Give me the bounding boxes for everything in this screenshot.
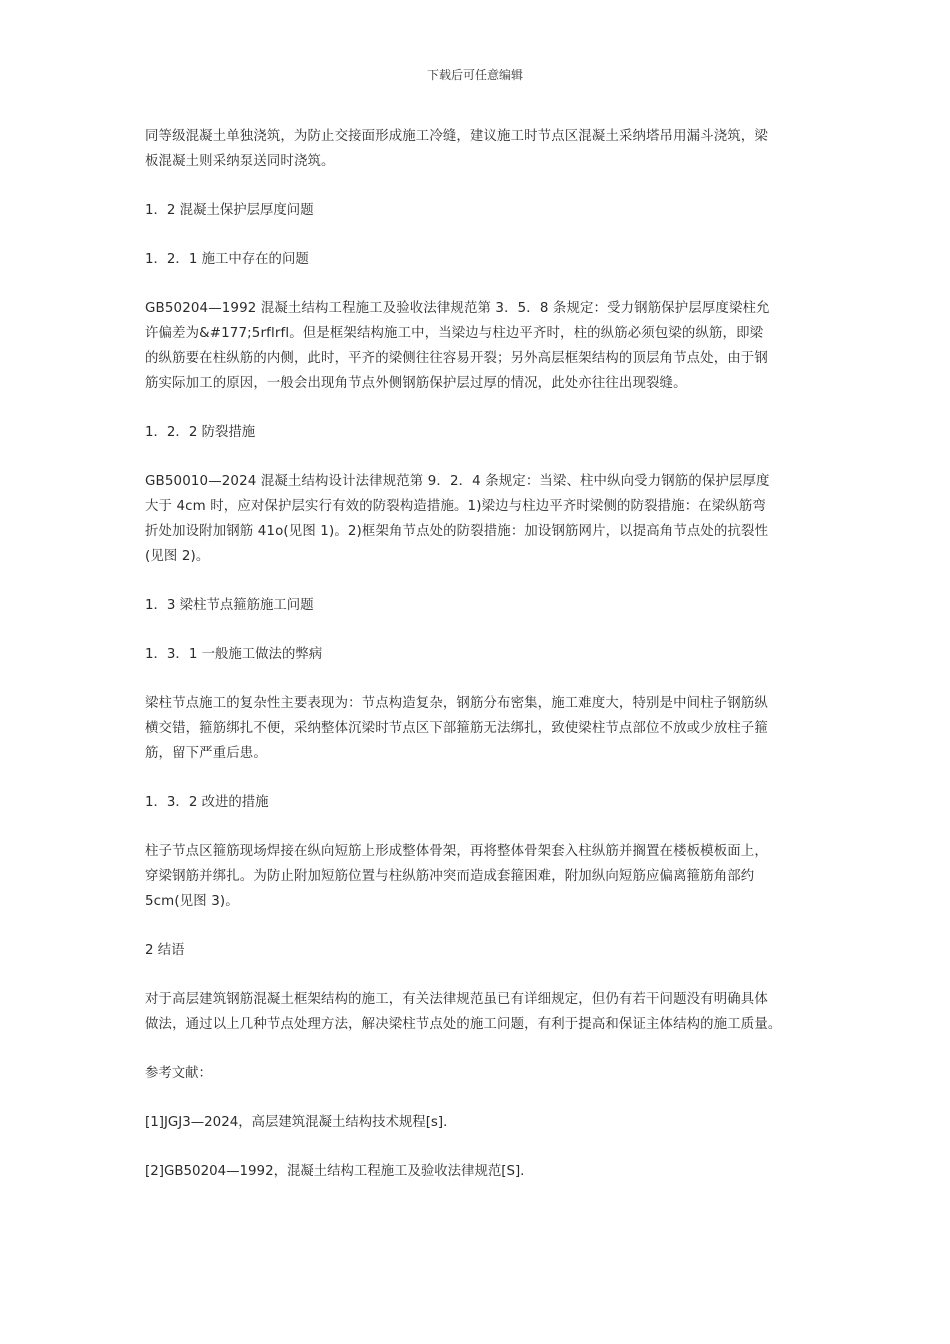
references-heading: 参考文献： [145, 1066, 212, 1081]
text-line: 柱子节点区箍筋现场焊接在纵向短筋上形成整体骨架，再将整体骨架套入柱纵筋并搁置在楼板模板面上， [145, 844, 768, 859]
document-body [145, 124, 825, 1208]
section-heading-1-2-1: 1．2．1 施工中存在的问题 [145, 252, 309, 267]
text-line: 筋，留下严重后患。 [145, 746, 267, 761]
section-heading-1-3-2: 1．3．2 改进的措施 [145, 795, 269, 810]
text-line: (见图 2)。 [145, 549, 210, 564]
paragraph-joint-complexity [145, 691, 825, 766]
page-header: 下载后可任意编辑 [426, 68, 523, 82]
paragraph-conclusion [145, 987, 825, 1037]
text-line: 对于高层建筑钢筋混凝土框架结构的施工，有关法律规范虽已有详细规定，但仍有若干问题没有明确具体 [145, 992, 768, 1007]
section-heading-1-3-1: 1．3．1 一般施工做法的弊病 [145, 647, 323, 662]
text-line: 折处加设附加钢筋 41o(见图 1)。2)框架角节点处的防裂措施：加设钢筋网片，以提高角节点处的抗裂性 [145, 524, 769, 539]
text-line: 的纵筋要在柱纵筋的内侧，此时，平齐的梁侧往往容易开裂；另外高层框架结构的顶层角节点处，由于钢 [145, 351, 768, 366]
paragraph-improvement-measures [145, 839, 825, 914]
text-line: 做法，通过以上几种节点处理方法，解决梁柱节点处的施工问题，有利于提高和保证主体结构的施工质量。 [145, 1017, 782, 1032]
reference-item-2: [2]GB50204—1992，混凝土结构工程施工及验收法律规范[S]. [145, 1164, 525, 1179]
text-line: 横交错，箍筋绑扎不便，采纳整体沉梁时节点区下部箍筋无法绑扎，致使梁柱节点部位不放或少放柱子箍 [145, 721, 768, 736]
section-heading-1-3: 1．3 梁柱节点箍筋施工问题 [145, 598, 314, 613]
text-line: 许偏差为&#177;5rflrfl。但是框架结构施工中，当梁边与柱边平齐时，柱的纵筋必须包梁的纵筋，即梁 [145, 326, 764, 341]
paragraph-concrete-pouring [145, 124, 825, 174]
text-line: 板混凝土则采纳泵送同时浇筑。 [145, 154, 335, 169]
text-line: 梁柱节点施工的复杂性主要表现为：节点构造复杂，钢筋分布密集，施工难度大，特别是中间柱子钢筋纵 [145, 696, 768, 711]
reference-item-1: [1]JGJ3—2024，高层建筑混凝土结构技术规程[s]. [145, 1115, 448, 1130]
section-heading-1-2: 1．2 混凝土保护层厚度问题 [145, 203, 314, 218]
text-line: GB50204—1992 混凝土结构工程施工及验收法律规范第 3．5．8 条规定：受力钢筋保护层厚度梁柱允 [145, 301, 770, 316]
section-heading-2: 2 结语 [145, 943, 185, 958]
text-line: GB50010—2024 混凝土结构设计法律规范第 9．2．4 条规定：当梁、柱中纵向受力钢筋的保护层厚度 [145, 474, 770, 489]
text-line: 同等级混凝土单独浇筑，为防止交接面形成施工冷缝，建议施工时节点区混凝土采纳塔吊用漏斗浇筑，梁 [145, 129, 768, 144]
paragraph-crack-prevention [145, 469, 825, 569]
text-line: 大于 4cm 时，应对保护层实行有效的防裂构造措施。1)梁边与柱边平齐时梁侧的防裂措施：在梁纵筋弯 [145, 499, 766, 514]
text-line: 筋实际加工的原因，一般会出现角节点外侧钢筋保护层过厚的情况，此处亦往往出现裂缝。 [145, 376, 687, 391]
text-line: 5cm(见图 3)。 [145, 894, 239, 909]
section-heading-1-2-2: 1．2．2 防裂措施 [145, 425, 256, 440]
paragraph-cover-thickness-problem [145, 296, 825, 396]
text-line: 穿梁钢筋并绑扎。为防止附加短筋位置与柱纵筋冲突而造成套箍困难，附加纵向短筋应偏离箍筋角部约 [145, 869, 755, 884]
